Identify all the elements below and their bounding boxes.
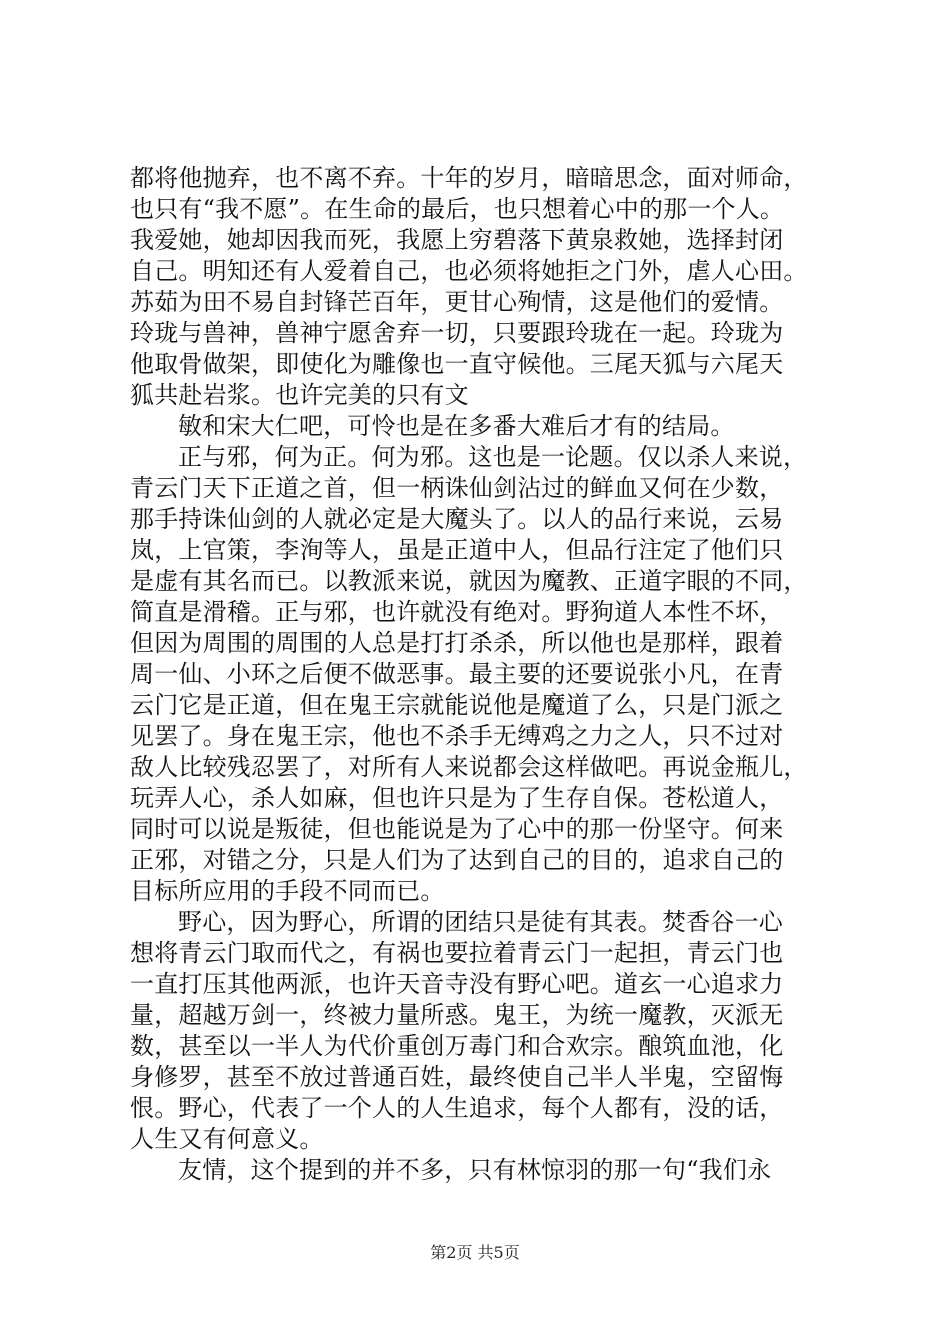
text-line: 都将他抛弃，也不离不弃。十年的岁月，暗暗思念，面对师命， xyxy=(130,164,808,192)
text-line: 也只有“我不愿”。在生命的最后，也只想着心中的那一个人。 xyxy=(130,195,785,223)
text-line: 岚，上官策，李洵等人，虽是正道中人，但品行注定了他们只 xyxy=(130,536,784,564)
text-line: 友情，这个提到的并不多，只有林惊羽的那一句“我们永 xyxy=(178,1156,772,1184)
text-line: 恨。野心，代表了一个人的人生追求，每个人都有，没的话， xyxy=(130,1094,784,1122)
text-line: 一直打压其他两派，也许天音寺没有野心吧。道玄一心追求力 xyxy=(130,970,784,998)
text-line: 目标所应用的手段不同而已。 xyxy=(130,877,445,905)
page-number-footer: 第2页 共5页 xyxy=(430,1243,520,1262)
text-line: 他取骨做架，即使化为雕像也一直守候他。三尾天狐与六尾天 xyxy=(130,350,784,378)
text-line: 云门它是正道，但在鬼王宗就能说他是魔道了么，只是门派之 xyxy=(130,691,784,719)
text-line: 苏茹为田不易自封锋芒百年，更甘心殉情，这是他们的爱情。 xyxy=(130,288,784,316)
text-line: 玲珑与兽神，兽神宁愿舍弃一切，只要跟玲珑在一起。玲珑为 xyxy=(130,319,784,347)
text-line: 简直是滑稽。正与邪，也许就没有绝对。野狗道人本性不坏， xyxy=(130,598,784,626)
text-line: 量，超越万剑一，终被力量所惑。鬼王，为统一魔教，灭派无 xyxy=(130,1001,784,1029)
text-line: 敏和宋大仁吧，可怜也是在多番大难后才有的结局。 xyxy=(178,412,735,440)
text-line: 那手持诛仙剑的人就必定是大魔头了。以人的品行来说，云易 xyxy=(130,505,784,533)
text-line: 是虚有其名而已。以教派来说，就因为魔教、正道字眼的不同， xyxy=(130,567,808,595)
text-line: 想将青云门取而代之，有祸也要拉着青云门一起担，青云门也 xyxy=(130,939,784,967)
text-line: 正与邪，何为正。何为邪。这也是一论题。仅以杀人来说， xyxy=(178,443,808,471)
text-line: 玩弄人心，杀人如麻，但也许只是为了生存自保。苍松道人， xyxy=(130,784,784,812)
text-line: 正邪，对错之分，只是人们为了达到自己的目的，追求自己的 xyxy=(130,846,784,874)
text-line: 自己。明知还有人爱着自己，也必须将她拒之门外，虐人心田。 xyxy=(130,257,808,285)
text-line: 人生又有何意义。 xyxy=(130,1125,324,1153)
text-line: 身修罗，甚至不放过普通百姓，最终使自己半人半鬼，空留悔 xyxy=(130,1063,784,1091)
text-line: 狐共赴岩浆。也许完美的只有文 xyxy=(130,381,469,409)
text-line: 青云门天下正道之首，但一柄诛仙剑沾过的鲜血又何在少数， xyxy=(130,474,784,502)
text-line: 周一仙、小环之后便不做恶事。最主要的还要说张小凡，在青 xyxy=(130,660,784,688)
text-line: 但因为周围的周围的人总是打打杀杀，所以他也是那样，跟着 xyxy=(130,629,784,657)
text-line: 同时可以说是叛徒，但也能说是为了心中的那一份坚守。何来 xyxy=(130,815,784,843)
text-line: 见罢了。身在鬼王宗，他也不杀手无缚鸡之力之人，只不过对 xyxy=(130,722,784,750)
text-line: 数，甚至以一半人为代价重创万毒门和合欢宗。酿筑血池，化 xyxy=(130,1032,784,1060)
text-line: 野心，因为野心，所谓的团结只是徒有其表。焚香谷一心 xyxy=(178,908,783,936)
text-line: 我爱她，她却因我而死，我愿上穷碧落下黄泉救她，选择封闭 xyxy=(130,226,784,254)
text-line: 敌人比较残忍罢了，对所有人来说都会这样做吧。再说金瓶儿， xyxy=(130,753,808,781)
body-text xyxy=(130,163,826,1186)
